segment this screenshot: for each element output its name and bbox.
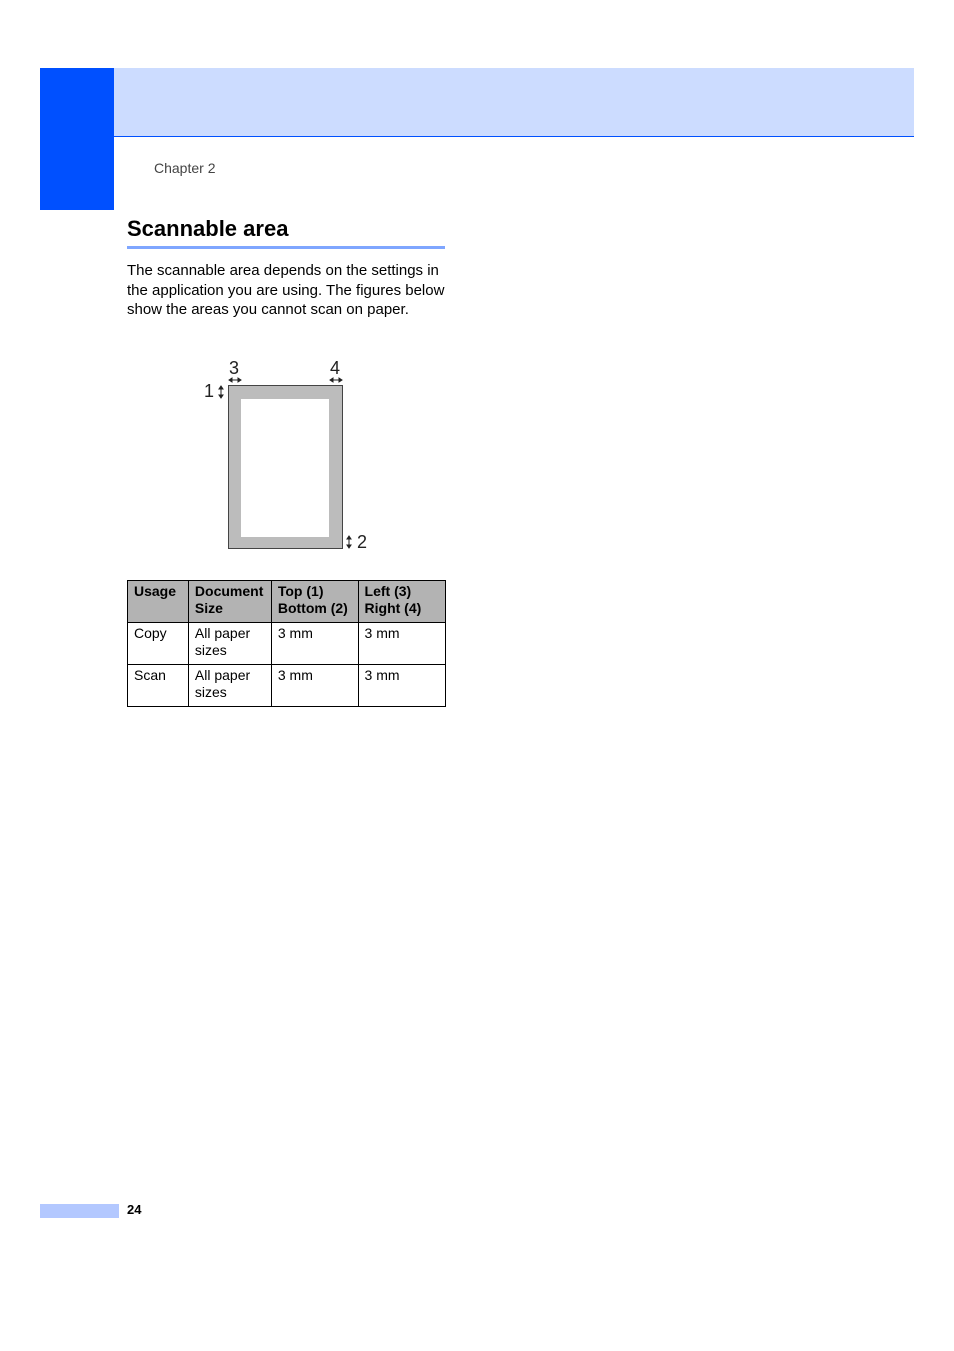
table-row xyxy=(128,623,446,665)
cell-left-right: 3 mm xyxy=(358,623,445,665)
header-usage: Usage xyxy=(128,581,189,623)
chapter-label: Chapter 2 xyxy=(154,160,216,176)
label-left: 3 xyxy=(229,358,240,378)
cell-top-bottom: 3 mm xyxy=(271,665,358,707)
label-bottom: 2 xyxy=(357,532,368,552)
top-margin-arrow-icon xyxy=(219,386,223,398)
cell-document-size: All paper sizes xyxy=(188,665,271,707)
right-margin-arrow-icon xyxy=(330,378,342,382)
page-number: 24 xyxy=(127,1202,142,1217)
header-band xyxy=(114,68,914,137)
section-title: Scannable area xyxy=(127,216,289,241)
footer-bar xyxy=(40,1204,119,1218)
bottom-margin-arrow-icon xyxy=(347,536,351,548)
cell-usage: Copy xyxy=(128,623,189,665)
label-top: 1 xyxy=(204,381,215,401)
scannable-area xyxy=(241,399,329,537)
header-document-size: Document Size xyxy=(188,581,271,623)
table-row xyxy=(128,665,446,707)
cell-document-size: All paper sizes xyxy=(188,623,271,665)
cell-left-right: 3 mm xyxy=(358,665,445,707)
margins-table xyxy=(127,580,446,707)
title-underline xyxy=(127,246,445,249)
scannable-area-diagram xyxy=(195,355,385,560)
header-left-right: Left (3) Right (4) xyxy=(358,581,445,623)
label-right: 4 xyxy=(330,358,341,378)
left-margin-arrow-icon xyxy=(229,378,241,382)
cell-top-bottom: 3 mm xyxy=(271,623,358,665)
header-top-bottom: Top (1) Bottom (2) xyxy=(271,581,358,623)
cell-usage: Scan xyxy=(128,665,189,707)
table-header-row xyxy=(128,581,446,623)
intro-paragraph: The scannable area depends on the settings in the application you are using. The figures below show the areas you cannot scan on paper. xyxy=(127,262,445,319)
chapter-tab xyxy=(40,68,114,210)
